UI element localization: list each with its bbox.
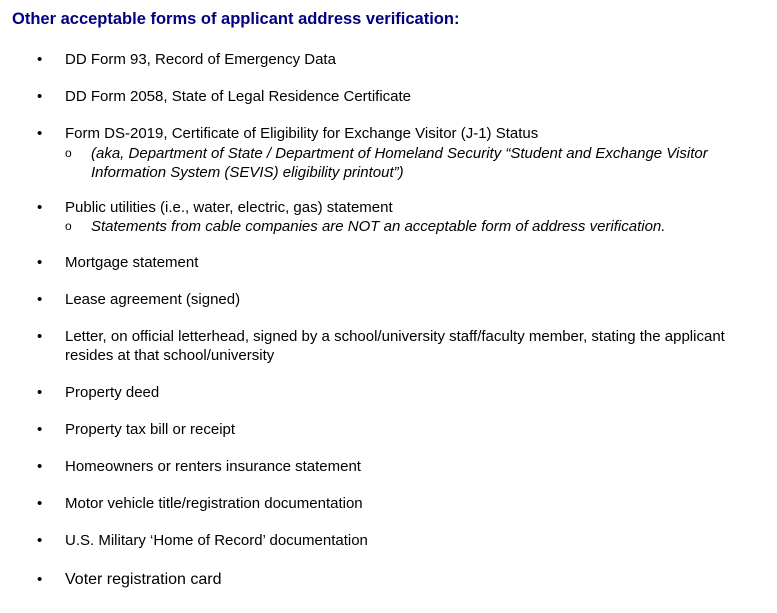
sub-list-item: Statements from cable companies are NOT an acceptable form of address verification. — [91, 218, 666, 235]
sub-bullet: o — [65, 219, 72, 233]
list-item: Form DS-2019, Certificate of Eligibility for Exchange Visitor (J-1) Status — [65, 125, 539, 142]
bullet: • — [37, 384, 43, 401]
sub-bullet: o — [65, 146, 72, 160]
bullet: • — [37, 254, 43, 271]
list-item: Mortgage statement — [65, 254, 199, 271]
list-item: Property deed — [65, 384, 160, 401]
bullet: • — [37, 532, 43, 549]
bullet: • — [37, 291, 43, 308]
bullet: • — [37, 328, 43, 345]
list-item: DD Form 2058, State of Legal Residence Certificate — [65, 88, 412, 105]
list-item: Homeowners or renters insurance statement — [65, 458, 361, 475]
bullet: • — [37, 125, 43, 142]
list-item: Motor vehicle title/registration documentation — [65, 495, 363, 512]
list-item: DD Form 93, Record of Emergency Data — [65, 51, 336, 68]
bullet: • — [37, 199, 43, 216]
list-item: Public utilities (i.e., water, electric, gas) statement — [65, 199, 393, 216]
bullet: • — [37, 571, 43, 588]
section-heading: Other acceptable forms of applicant address verification: — [12, 10, 460, 28]
bullet: • — [37, 495, 43, 512]
list-item: Letter, on official letterhead, signed by a school/university staff/faculty member, stating the applicant resides at that school/university — [65, 328, 725, 364]
bullet: • — [37, 458, 43, 475]
list-item: Lease agreement (signed) — [65, 291, 241, 308]
bullet: • — [37, 421, 43, 438]
bullet: • — [37, 88, 43, 105]
list-item: Property tax bill or receipt — [65, 421, 236, 438]
list-item: Voter registration card — [65, 571, 222, 588]
sub-list-item: (aka, Department of State / Department of Homeland Security “Student and Exchange Visitor Information System (SEVIS) eligibility printout”) — [91, 145, 708, 181]
list-item: U.S. Military ‘Home of Record’ documentation — [65, 532, 368, 549]
bullet: • — [37, 51, 43, 68]
